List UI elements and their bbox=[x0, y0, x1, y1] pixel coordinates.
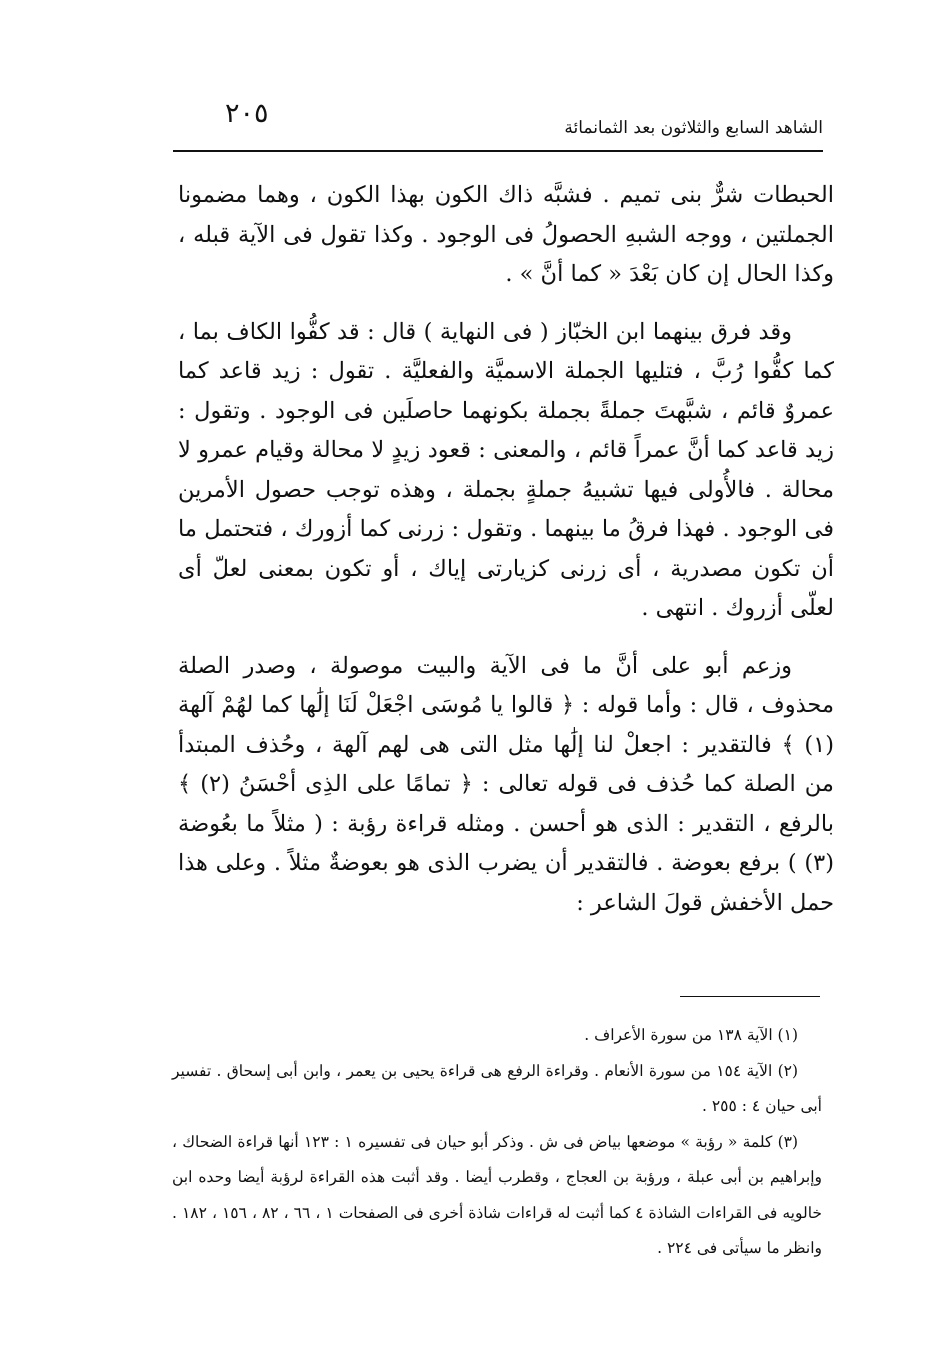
header-rule bbox=[173, 150, 823, 152]
paragraph-1: الحبطات شرٌّ بنى تميم . فشبَّه ذاك الكون بهذا الكون ، وهما مضمونا الجملتين ، ووجه الشبهِ الحصولُ فى الوجود . وكذا تقول فى الآية قبله ، وكذا الحال إن كان بَعْدَ « كما أنَّ » . bbox=[178, 182, 834, 287]
page-number: ٢٠٥ bbox=[225, 98, 269, 129]
running-head bbox=[175, 98, 823, 148]
body-text bbox=[178, 176, 834, 941]
footnotes bbox=[172, 1018, 822, 1267]
footnote-1: (١) الآية ١٣٨ من سورة الأعراف . bbox=[584, 1026, 798, 1044]
footnote-2: (٢) الآية ١٥٤ من سورة الأنعام . وقراءة الرفع هى قراءة يحيى بن يعمر ، وابن أبى إسحاق . تفسير أبى حيان ٤ : ٢٥٥ . bbox=[172, 1061, 822, 1115]
footnote-3: (٣) كلمة « رؤبة » موضعها بياض فى ش . وذكر أبو حيان فى تفسيره ١ : ١٢٣ أنها قراءة الضحاك ، وإبراهيم بن أبى عبلة ، ورؤبة بن العجاج ، وقطرب أيضا . وقد أثبت هذه القراءة لرؤبة أيضا وحده ابن خالويه فى القراءات الشاذة ٤ كما أثبت له قراءات شاذة أخرى فى الصفحات ١ ، ٦٦ ، ٨٢ ، ١٥٦ ، ١٨٢ . وانظر ما سيأتى فى ٢٢٤ . bbox=[172, 1132, 823, 1257]
paragraph-2: وقد فرق بينهما ابن الخبّاز ( فى النهاية ) قال : قد كفُّوا الكاف بما ، كما كفُّوا رُبَّ ، فتليها الجملة الاسميَّة والفعليَّة . تقول : زيد قاعد كما عمروٌ قائم ، شبَّهتَ جملةً بجملة بكونهما حاصلَين فى الوجود . وتقول : زيد قاعد كما أنَّ عمراً قائم ، والمعنى : قعود زيدٍ لا محالة وقيام عمرو لا محالة . فالأُولى فيها تشبيهُ جملةٍ بجملة ، وهذه توجب حصول الأمرين فى الوجود . فهذا فرقُ ما بينهما . وتقول : زرنى كما أزورك ، فتحتمل ما أن تكون مصدرية ، أى زرنى كزيارتى إياك ، أو تكون بمعنى لعلّ أى لعلّى أزروك . انتهى . bbox=[178, 318, 834, 621]
footnote-rule bbox=[680, 996, 820, 997]
running-title: الشاهد السابع والثلاثون بعد الثمانمائة bbox=[564, 118, 823, 138]
paragraph-3: وزعم أبو على أنَّ ما فى الآية والبيت موصولة ، وصدر الصلة محذوف ، قال : وأما قوله : ﴿ قالوا يا مُوسَى اجْعَلْ لَنَا إلَٰها كما لهُمْ آلهة (١) ﴾ فالتقدير : اجعلْ لنا إلَٰها مثل التى هى لهم آلهة ، وحُذف المبتدأ من الصلة كما حُذف فى قوله تعالى : ﴿ تمامًا على الذِى أحْسَنُ (٢) ﴾ بالرفع ، التقدير : الذى هو أحسن . ومثله قراءة رؤبة : ( مثلاً ما بعُوضة (٣) ) برفع بعوضة . فالتقدير أن يضرب الذى هو بعوضةٌ مثلاً . وعلى هذا حمل الأخفش قولَ الشاعر : bbox=[178, 652, 834, 916]
